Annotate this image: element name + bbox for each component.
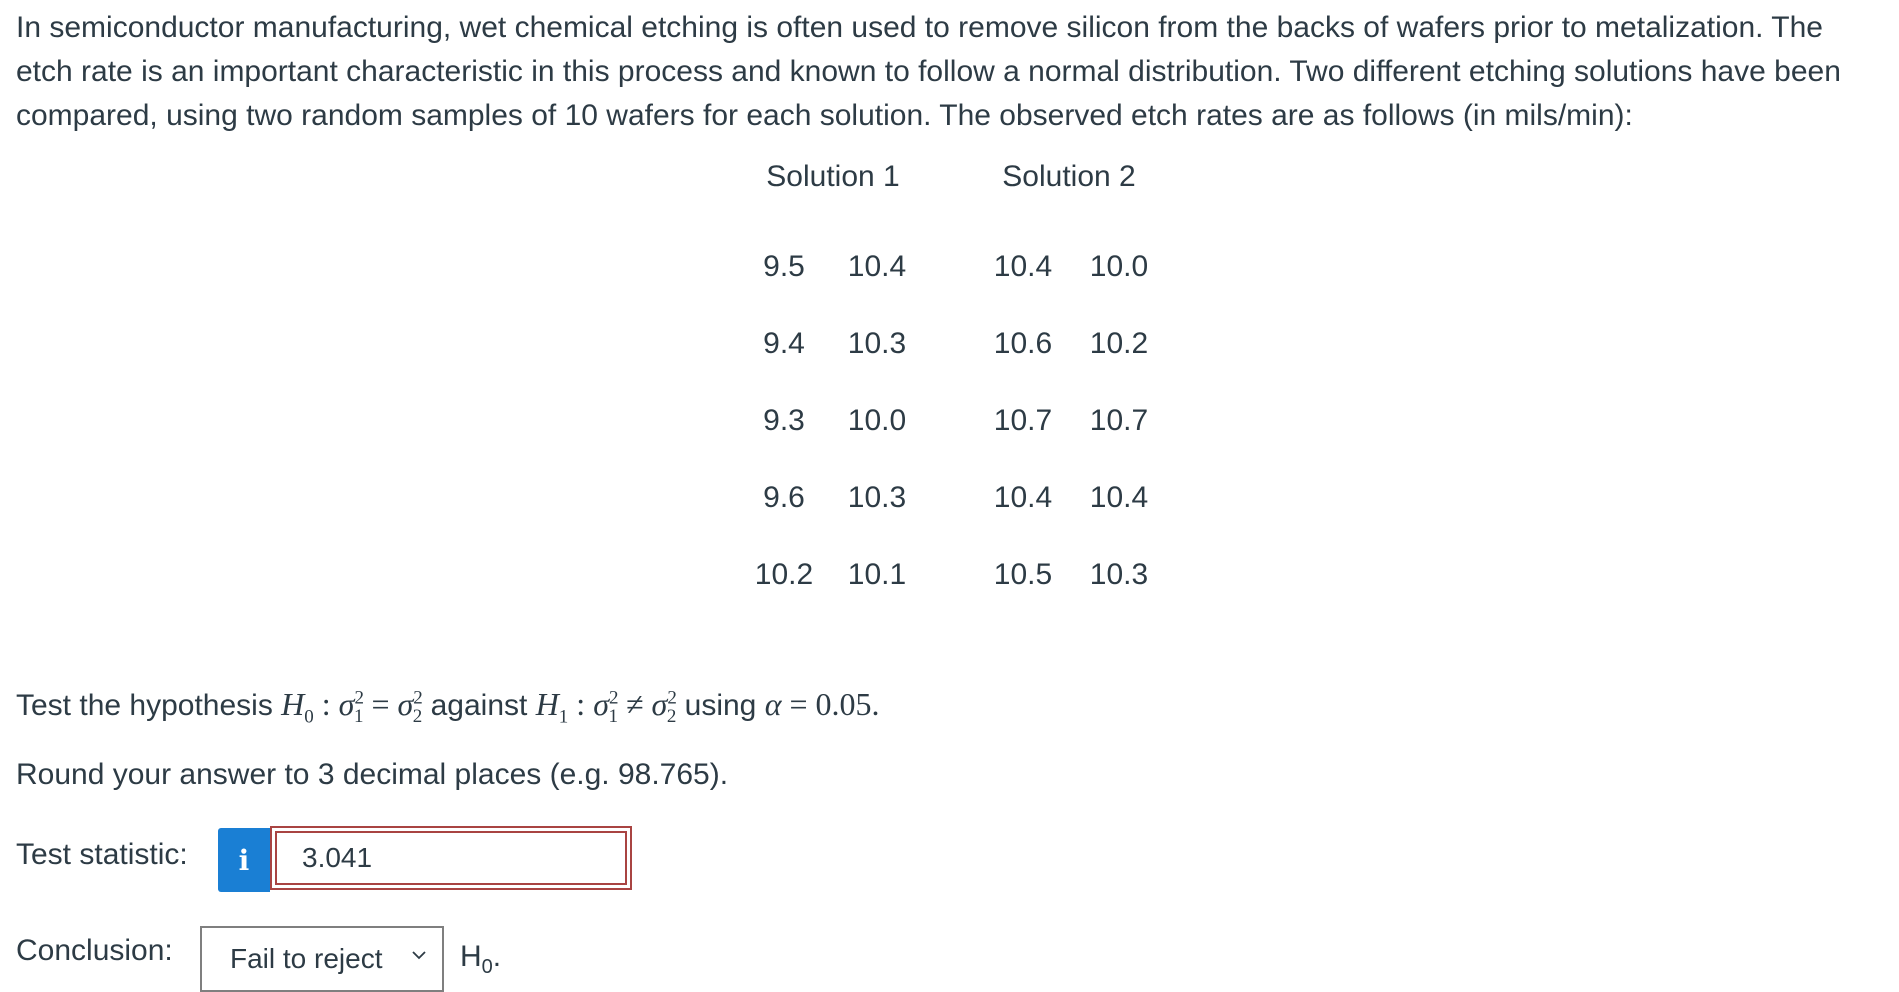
test-statistic-label: Test statistic: bbox=[16, 838, 188, 871]
table-cell: 10.2 bbox=[754, 557, 814, 591]
table-cell: 9.5 bbox=[763, 249, 805, 283]
table-gap bbox=[926, 536, 973, 613]
table-cell: 10.5 bbox=[993, 557, 1053, 591]
table-cell: 10.3 bbox=[847, 480, 907, 514]
table-cell: 10.4 bbox=[993, 249, 1053, 283]
table-gap bbox=[926, 382, 973, 459]
hypothesis-statement bbox=[16, 686, 880, 728]
etch-rate-table bbox=[740, 160, 1165, 613]
table-cell: 10.0 bbox=[847, 403, 907, 437]
conclusion-label: Conclusion: bbox=[16, 934, 173, 967]
table-row bbox=[740, 228, 1165, 305]
table-gap bbox=[926, 228, 973, 305]
table-cell: 10.4 bbox=[847, 249, 907, 283]
table-cell: 9.3 bbox=[763, 403, 805, 437]
test-statistic-field-wrapper bbox=[270, 826, 632, 890]
chevron-down-icon bbox=[410, 946, 428, 964]
table-cell: 10.7 bbox=[1089, 403, 1149, 437]
conclusion-select[interactable] bbox=[200, 926, 444, 992]
table-gap bbox=[926, 160, 973, 228]
rounding-instruction: Round your answer to 3 decimal places (e.g. 98.765). bbox=[16, 758, 729, 791]
table-header-row bbox=[740, 160, 1165, 228]
null-hypothesis-math: $H_0$ : $\sigma^2_1 = \sigma^2_2$ bbox=[281, 686, 423, 728]
alt-hypothesis-math: $H_1$ : $\sigma^2_1 \ne \sigma^2_2$ bbox=[535, 686, 677, 728]
table-gap bbox=[926, 459, 973, 536]
table-cell: 10.4 bbox=[993, 480, 1053, 514]
table-cell: 9.6 bbox=[763, 480, 805, 514]
table-row bbox=[740, 459, 1165, 536]
table-cell: 9.4 bbox=[763, 326, 805, 360]
table-row bbox=[740, 536, 1165, 613]
header-solution-2: Solution 2 bbox=[1002, 160, 1136, 193]
hypothesis-prefix: Test the hypothesis bbox=[16, 689, 282, 722]
header-solution-1: Solution 1 bbox=[766, 160, 900, 193]
table-cell: 10.1 bbox=[847, 557, 907, 591]
table-cell: 10.7 bbox=[993, 403, 1053, 437]
hypothesis-against: against bbox=[422, 689, 536, 722]
table-row bbox=[740, 382, 1165, 459]
table-row bbox=[740, 305, 1165, 382]
table-cell: 10.3 bbox=[847, 326, 907, 360]
conclusion-h0-suffix: $H_0$. bbox=[460, 940, 502, 978]
alpha-math: α = 0.05. bbox=[764, 686, 880, 722]
table-cell: 10.4 bbox=[1089, 480, 1149, 514]
table-cell: 10.0 bbox=[1089, 249, 1149, 283]
table-gap bbox=[926, 305, 973, 382]
conclusion-selected-value: Fail to reject bbox=[230, 943, 383, 974]
test-statistic-input[interactable] bbox=[275, 831, 627, 885]
info-icon[interactable]: i bbox=[218, 828, 270, 892]
problem-statement: In semiconductor manufacturing, wet chemical etching is often used to remove silicon from the backs of wafers prior to metalization. The etch rate is an important characteristic in this process and known to follow a normal distribution. Two different etching solutions have been compared, using two random samples of 10 wafers for each solution. The observed etch rates are as follows (in mils/min): bbox=[16, 11, 1841, 132]
table-cell: 10.3 bbox=[1089, 557, 1149, 591]
table-cell: 10.2 bbox=[1089, 326, 1149, 360]
table-body bbox=[740, 228, 1165, 613]
hypothesis-using: using bbox=[676, 689, 765, 722]
table-cell: 10.6 bbox=[993, 326, 1053, 360]
